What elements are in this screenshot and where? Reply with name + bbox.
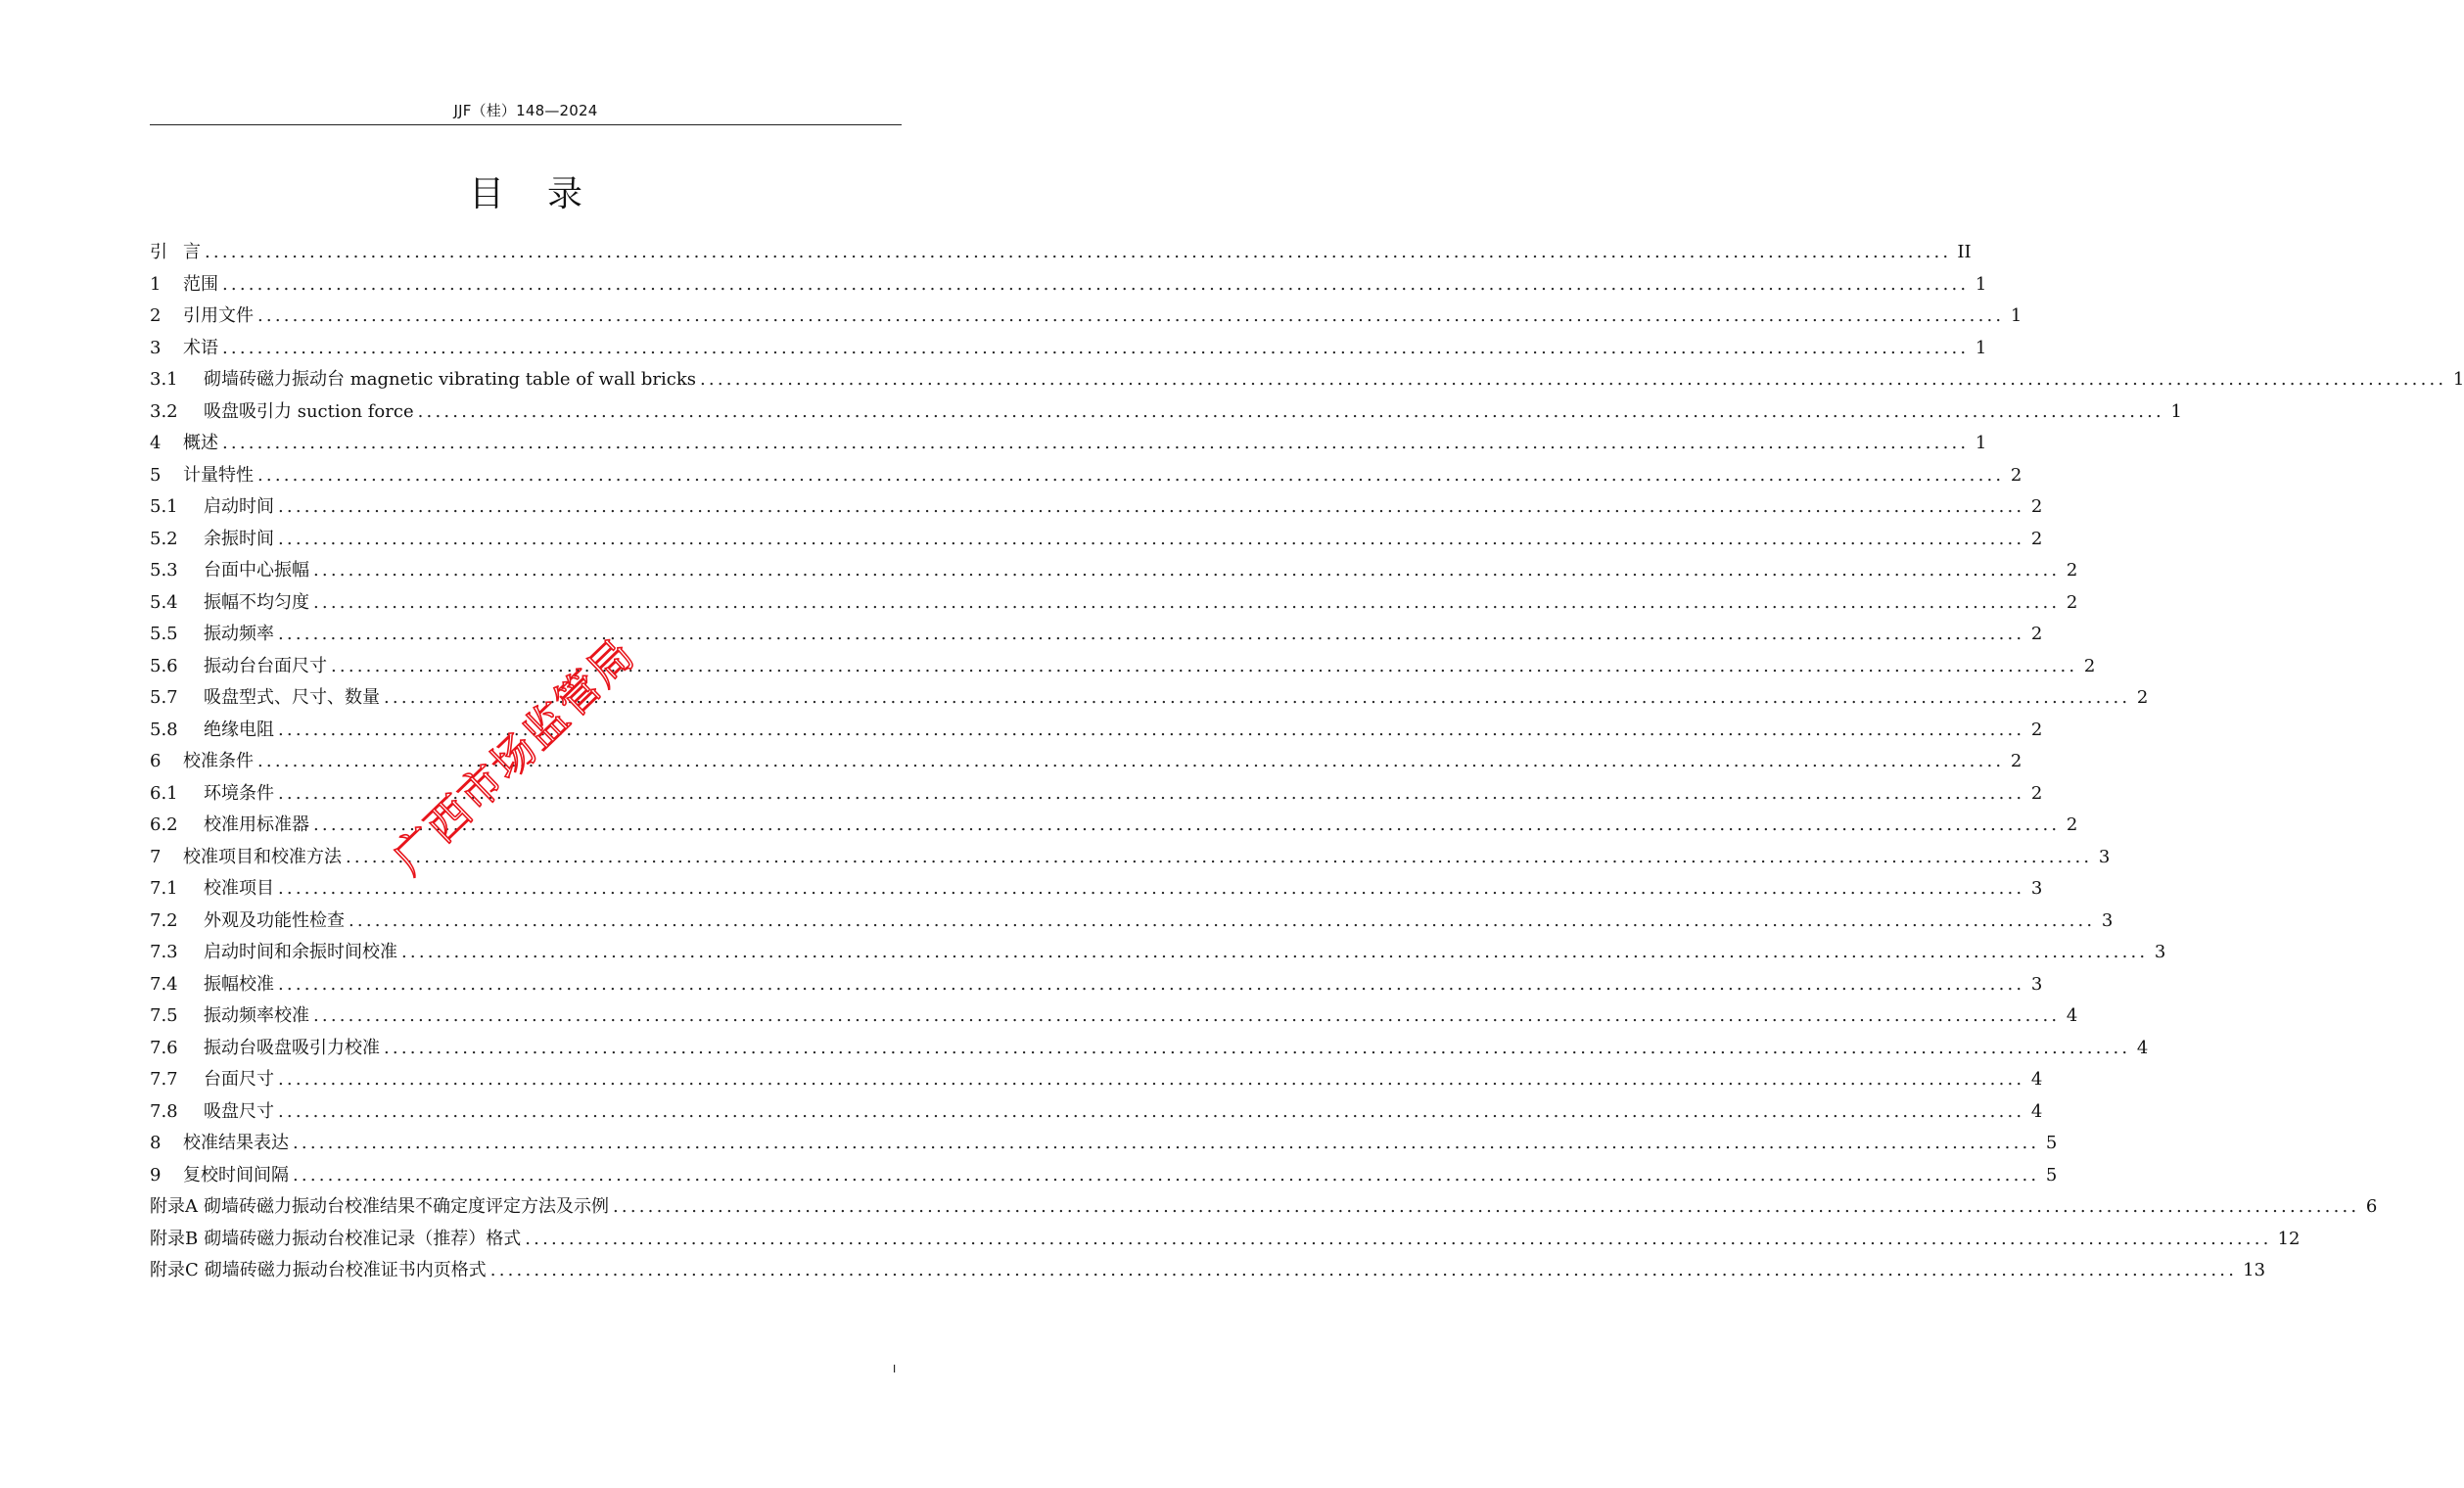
- toc-entry-page: 5: [2045, 1133, 2058, 1153]
- toc-entry-number: 6.1: [150, 782, 178, 804]
- toc-entry-title: 范围: [183, 273, 218, 295]
- toc-entry[interactable]: [150, 429, 1987, 461]
- toc-entry[interactable]: [150, 811, 2078, 843]
- toc-entry-page: 2: [2066, 814, 2078, 835]
- toc-entry-number: 7.1: [150, 878, 178, 899]
- toc-dot-leader: ........................................................................................................................................................................................................: [417, 400, 2164, 422]
- toc-entry-title: 砌墙砖磁力振动台校准记录（推荐）格式: [204, 1228, 522, 1249]
- toc-entry-page: 2: [2010, 464, 2022, 486]
- toc-entry-number: 9: [150, 1164, 162, 1186]
- toc-entry[interactable]: [150, 907, 2114, 939]
- toc-entry-title: 振幅不均匀度: [204, 591, 309, 613]
- toc-entry-page: 2: [2136, 687, 2149, 708]
- toc-entry[interactable]: [150, 1001, 2078, 1034]
- toc-entry-page: 4: [2030, 1100, 2043, 1122]
- toc-entry[interactable]: [150, 779, 2043, 812]
- toc-entry-number: 6: [150, 751, 162, 771]
- toc-entry-page: 2: [2030, 782, 2043, 804]
- toc-entry-number: 7: [150, 846, 162, 867]
- toc-entry-page: 2: [2083, 655, 2096, 676]
- toc-entry-page: 2: [2066, 560, 2078, 581]
- toc-entry-number: 8: [150, 1133, 162, 1153]
- toc-entry-title: 校准条件: [183, 751, 254, 771]
- toc-dot-leader: ........................................................................................................................................................................................................: [278, 719, 2025, 740]
- toc-dot-leader: ........................................................................................................................................................................................................: [346, 846, 2093, 867]
- toc-entry-page: 1: [1975, 337, 1987, 358]
- toc-dot-leader: ........................................................................................................................................................................................................: [278, 878, 2025, 899]
- toc-entry-title: 校准结果表达: [183, 1133, 289, 1153]
- page-title: 目录: [468, 174, 626, 214]
- toc-dot-leader: ........................................................................................................................................................................................................: [700, 369, 2447, 390]
- toc-dot-leader: ........................................................................................................................................................................................................: [313, 591, 2061, 613]
- stamp-text: 广西市场监管局: [384, 628, 646, 884]
- toc-entry-title: 吸盘吸引力 suction force: [204, 400, 414, 422]
- toc-dot-leader: ........................................................................................................................................................................................................: [293, 1164, 2040, 1186]
- toc-entry-number: 5.4: [150, 591, 178, 613]
- toc-dot-leader: ........................................................................................................................................................................................................: [313, 560, 2061, 581]
- toc-entry-number: 5.7: [150, 687, 178, 708]
- toc-dot-leader: ........................................................................................................................................................................................................: [222, 337, 1970, 358]
- toc-entry-number: 7.7: [150, 1069, 178, 1090]
- toc-entry[interactable]: [150, 492, 2043, 525]
- toc-entry-title: 砌墙砖磁力振动台 magnetic vibrating table of wall bricks: [204, 369, 697, 390]
- toc-dot-leader: ........................................................................................................................................................................................................: [384, 687, 2131, 708]
- toc-entry-title: 砌墙砖磁力振动台校准证书内页格式: [204, 1260, 487, 1280]
- toc-dot-leader: ........................................................................................................................................................................................................: [313, 814, 2061, 835]
- toc-entry[interactable]: [150, 365, 2464, 397]
- toc-entry-page: 1: [1975, 433, 1987, 453]
- toc-entry[interactable]: [150, 1097, 2043, 1130]
- toc-entry[interactable]: [150, 397, 2182, 430]
- toc-entry-title: 校准项目和校准方法: [183, 846, 342, 867]
- toc-entry-number: 5.2: [150, 528, 178, 549]
- toc-entry-page: 2: [2030, 624, 2043, 644]
- toc-entry-title: 启动时间和余振时间校准: [204, 942, 397, 962]
- toc-entry-number: 5.6: [150, 655, 178, 676]
- toc-entry-number: 4: [150, 433, 162, 453]
- toc-dot-leader: ........................................................................................................................................................................................................: [278, 973, 2025, 995]
- toc-entry-number: 5: [150, 464, 162, 486]
- toc-entry-number: 6.2: [150, 814, 178, 835]
- toc-entry-page: 4: [2136, 1037, 2149, 1058]
- toc-dot-leader: ........................................................................................................................................................................................................: [222, 273, 1970, 295]
- toc-entry-title: 言: [183, 242, 201, 262]
- toc-entry-number: 附录A: [150, 1196, 198, 1217]
- toc-entry-number: 3: [150, 337, 162, 358]
- toc-dot-leader: ........................................................................................................................................................................................................: [257, 305, 2005, 326]
- toc-entry-page: 2: [2030, 719, 2043, 740]
- toc-entry-number: 7.6: [150, 1037, 178, 1058]
- toc-entry-title: 校准项目: [204, 878, 274, 899]
- toc-entry[interactable]: [150, 874, 2043, 907]
- toc-dot-leader: ........................................................................................................................................................................................................: [313, 1005, 2061, 1026]
- toc-entry-page: 13: [2243, 1260, 2266, 1280]
- toc-entry-title: 绝缘电阻: [204, 719, 274, 740]
- toc-entry[interactable]: [150, 525, 2043, 557]
- toc-dot-leader: ........................................................................................................................................................................................................: [278, 782, 2025, 804]
- standard-code-header: JJF（桂）148—2024: [453, 102, 598, 119]
- toc-entry-page: II: [1957, 242, 1972, 262]
- toc-entry-title: 吸盘尺寸: [204, 1100, 274, 1122]
- toc-dot-leader: ........................................................................................................................................................................................................: [278, 624, 2025, 644]
- toc-entry-number: 3.1: [150, 369, 178, 390]
- toc-entry[interactable]: [150, 1225, 2301, 1257]
- header-rule: [150, 124, 902, 125]
- toc-entry-page: 3: [2154, 942, 2166, 962]
- toc-dot-leader: ........................................................................................................................................................................................................: [401, 942, 2149, 962]
- toc-entry-number: 2: [150, 305, 162, 326]
- toc-entry-page: 1: [2170, 400, 2182, 422]
- toc-entry[interactable]: [150, 843, 2111, 875]
- toc-entry[interactable]: [150, 270, 1987, 302]
- toc-entry[interactable]: [150, 588, 2078, 621]
- toc-entry-title: 台面中心振幅: [204, 560, 309, 581]
- toc-entry-title: 振动台吸盘吸引力校准: [204, 1037, 380, 1058]
- toc-dot-leader: ........................................................................................................................................................................................................: [293, 1133, 2040, 1153]
- toc-entry-page: 1: [2010, 305, 2022, 326]
- toc-entry-number: 5.1: [150, 496, 178, 517]
- toc-entry-title: 振幅校准: [204, 973, 274, 995]
- toc-entry[interactable]: [150, 747, 2022, 779]
- toc-entry-number: 附录B: [150, 1228, 199, 1249]
- toc-entry[interactable]: [150, 1256, 2266, 1288]
- toc-dot-leader: ........................................................................................................................................................................................................: [349, 909, 2096, 931]
- toc-entry-page: 2: [2030, 496, 2043, 517]
- toc-entry-page: 3: [2101, 909, 2114, 931]
- toc-entry[interactable]: [150, 938, 2166, 970]
- toc-entry-page: 3: [2030, 878, 2043, 899]
- toc-entry-number: 7.8: [150, 1100, 178, 1122]
- toc-entry-number: 5.8: [150, 719, 178, 740]
- page-number: I: [893, 1363, 897, 1375]
- toc-entry-number: 7.2: [150, 909, 178, 931]
- toc-entry[interactable]: [150, 1065, 2043, 1097]
- toc-entry-title: 引用文件: [183, 305, 254, 326]
- toc-entry-page: 6: [2365, 1196, 2378, 1217]
- toc-entry-title: 计量特性: [183, 464, 254, 486]
- toc-entry-number: 7.4: [150, 973, 178, 995]
- toc-entry-page: 3: [2098, 846, 2111, 867]
- toc-entry-number: 5.3: [150, 560, 178, 581]
- toc-entry-number: 引: [150, 242, 167, 262]
- toc-dot-leader: ........................................................................................................................................................................................................: [525, 1228, 2272, 1249]
- toc-entry-page: 1: [1975, 273, 1987, 295]
- toc-entry-title: 环境条件: [204, 782, 274, 804]
- toc-dot-leader: ........................................................................................................................................................................................................: [489, 1260, 2238, 1280]
- toc-dot-leader: ........................................................................................................................................................................................................: [222, 433, 1970, 453]
- toc-entry[interactable]: [150, 1192, 2378, 1225]
- toc-entry-number: 3.2: [150, 400, 178, 422]
- toc-entry-page: 5: [2045, 1164, 2058, 1186]
- table-of-contents: [150, 238, 2464, 1288]
- toc-entry-page: 2: [2030, 528, 2043, 549]
- toc-entry-title: 振动频率校准: [204, 1005, 309, 1026]
- toc-dot-leader: ........................................................................................................................................................................................................: [257, 464, 2005, 486]
- toc-entry-title: 砌墙砖磁力振动台校准结果不确定度评定方法及示例: [204, 1196, 609, 1217]
- toc-entry[interactable]: [150, 620, 2043, 652]
- toc-entry-title: 复校时间间隔: [183, 1164, 289, 1186]
- toc-entry-title: 台面尺寸: [204, 1069, 274, 1090]
- toc-dot-leader: ........................................................................................................................................................................................................: [278, 528, 2025, 549]
- toc-entry[interactable]: [150, 238, 1972, 270]
- toc-entry-title: 校准用标准器: [204, 814, 309, 835]
- toc-entry[interactable]: [150, 556, 2078, 588]
- toc-entry[interactable]: [150, 461, 2022, 493]
- toc-entry-number: 1: [150, 273, 162, 295]
- toc-entry-number: 7.3: [150, 942, 178, 962]
- toc-entry[interactable]: [150, 334, 1987, 366]
- toc-entry-title: 外观及功能性检查: [204, 909, 345, 931]
- toc-dot-leader: ........................................................................................................................................................................................................: [278, 1100, 2025, 1122]
- toc-dot-leader: ........................................................................................................................................................................................................: [384, 1037, 2131, 1058]
- toc-dot-leader: ........................................................................................................................................................................................................: [257, 751, 2005, 771]
- toc-entry-page: 3: [2030, 973, 2043, 995]
- toc-entry-title: 吸盘型式、尺寸、数量: [204, 687, 380, 708]
- toc-dot-leader: ........................................................................................................................................................................................................: [278, 496, 2025, 517]
- toc-entry[interactable]: [150, 683, 2149, 716]
- toc-entry[interactable]: [150, 1161, 2058, 1193]
- toc-entry-title: 振动台台面尺寸: [204, 655, 327, 676]
- toc-entry-title: 术语: [183, 337, 218, 358]
- toc-entry[interactable]: [150, 302, 2022, 334]
- toc-entry-number: 附录C: [150, 1260, 199, 1280]
- toc-entry-page: 4: [2030, 1069, 2043, 1090]
- toc-entry-title: 概述: [183, 433, 218, 453]
- toc-entry-page: 2: [2010, 751, 2022, 771]
- toc-dot-leader: ........................................................................................................................................................................................................: [278, 1069, 2025, 1090]
- toc-entry[interactable]: [150, 652, 2096, 684]
- toc-entry-title: 余振时间: [204, 528, 274, 549]
- toc-entry[interactable]: [150, 970, 2043, 1002]
- toc-entry-number: 7.5: [150, 1005, 178, 1026]
- toc-entry-page: 4: [2066, 1005, 2078, 1026]
- toc-dot-leader: ........................................................................................................................................................................................................: [613, 1196, 2360, 1217]
- toc-entry-page: 2: [2066, 591, 2078, 613]
- toc-entry-number: 5.5: [150, 624, 178, 644]
- toc-entry[interactable]: [150, 1129, 2058, 1161]
- toc-entry-title: 启动时间: [204, 496, 274, 517]
- toc-entry[interactable]: [150, 1034, 2149, 1066]
- toc-entry-page: 1: [2452, 369, 2464, 390]
- toc-dot-leader: ........................................................................................................................................................................................................: [205, 242, 1952, 262]
- toc-entry-page: 12: [2277, 1228, 2301, 1249]
- toc-entry[interactable]: [150, 716, 2043, 748]
- toc-entry-title: 振动频率: [204, 624, 274, 644]
- toc-dot-leader: ........................................................................................................................................................................................................: [331, 655, 2078, 676]
